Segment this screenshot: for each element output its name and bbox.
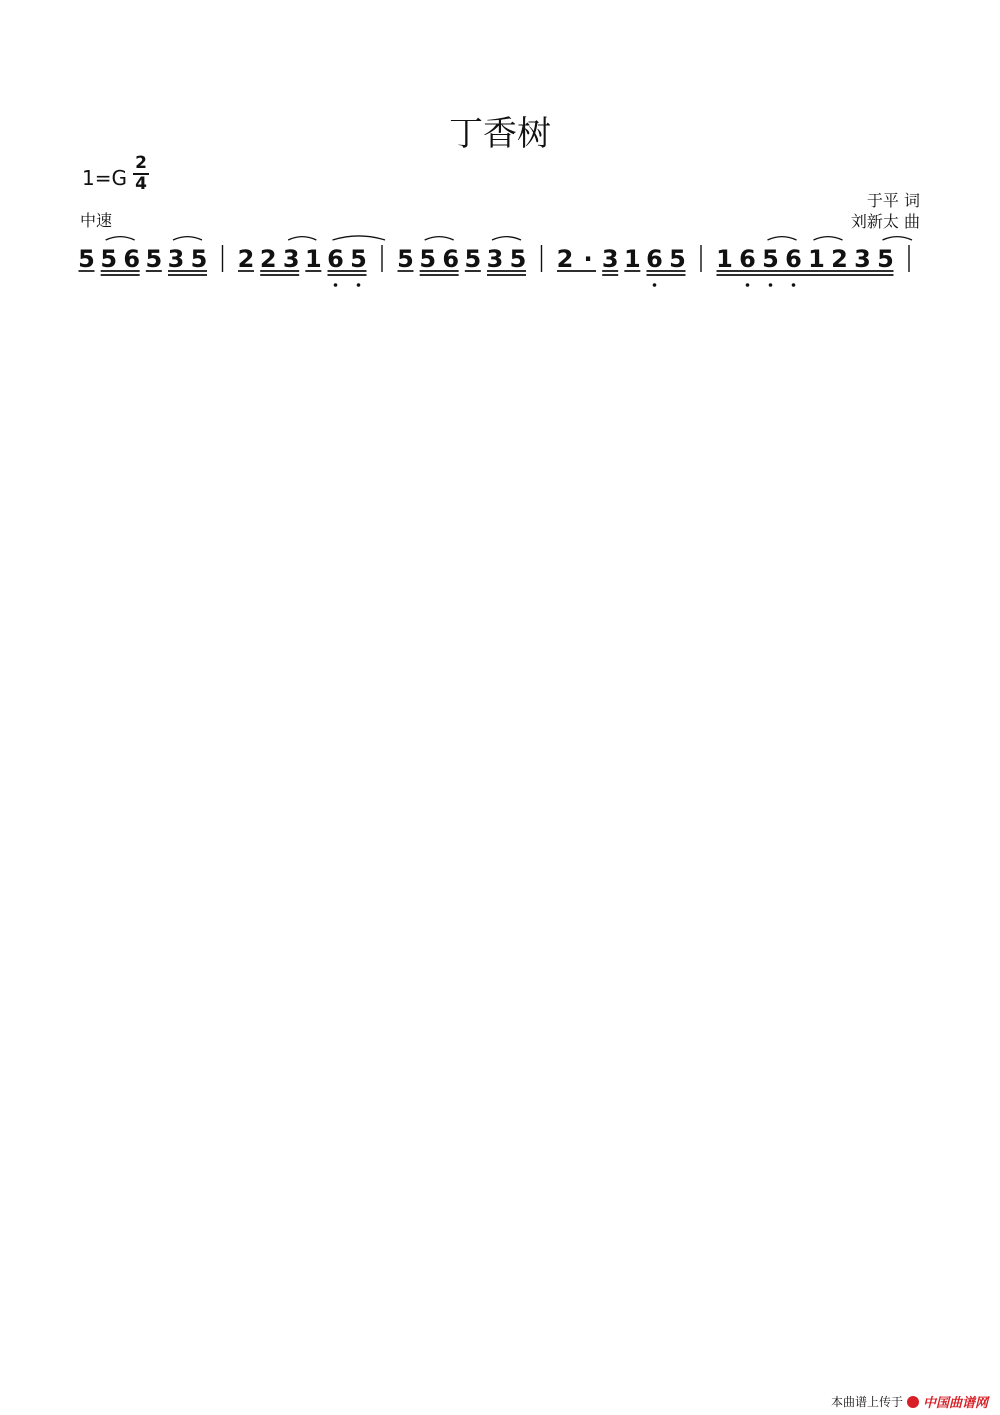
octave-down-dot bbox=[769, 283, 773, 287]
note: 3 bbox=[486, 245, 504, 273]
song-title: 丁香树 bbox=[449, 114, 551, 154]
lyricist-credit: 于平 词 bbox=[866, 191, 920, 210]
slur bbox=[883, 237, 913, 240]
note: 5 bbox=[877, 245, 894, 273]
note: 5 bbox=[190, 245, 208, 273]
octave-down-dot bbox=[746, 283, 750, 287]
note: 5 bbox=[419, 245, 437, 273]
note: 6 bbox=[785, 245, 802, 273]
note: 2 bbox=[259, 245, 277, 273]
octave-down-dot bbox=[357, 283, 361, 287]
slur bbox=[768, 237, 797, 240]
octave-down-dot bbox=[792, 283, 796, 287]
slur bbox=[288, 237, 316, 240]
note: 6 bbox=[646, 245, 663, 273]
note: 1 bbox=[623, 245, 641, 273]
note: 5 bbox=[100, 245, 118, 273]
tempo-marking: 中速 bbox=[80, 211, 113, 230]
note: 5 bbox=[145, 245, 163, 273]
slur bbox=[333, 236, 386, 240]
note: 5 bbox=[669, 245, 686, 273]
note: 3 bbox=[282, 245, 300, 273]
note: 6 bbox=[123, 245, 141, 273]
slur bbox=[106, 237, 135, 240]
note: 5 bbox=[464, 245, 482, 273]
note: 5 bbox=[762, 245, 779, 273]
note: 5 bbox=[509, 245, 527, 273]
note: · bbox=[583, 245, 593, 273]
octave-down-dot bbox=[334, 283, 338, 287]
note: 6 bbox=[442, 245, 460, 273]
note: 5 bbox=[397, 245, 414, 273]
site-logo-icon bbox=[907, 1396, 919, 1408]
note: 2 bbox=[831, 245, 848, 273]
note: 3 bbox=[167, 245, 185, 273]
footer-prefix: 本曲谱上传于 bbox=[830, 1395, 903, 1409]
note: 5 bbox=[78, 245, 95, 273]
key-signature: 1=G bbox=[82, 166, 127, 190]
slur bbox=[492, 237, 521, 240]
note: 1 bbox=[716, 245, 733, 273]
octave-down-dot bbox=[653, 283, 657, 287]
slur bbox=[425, 237, 454, 240]
footer-site: 中国曲谱网 bbox=[922, 1396, 988, 1411]
note: 2 bbox=[556, 245, 574, 273]
note: 6 bbox=[739, 245, 756, 273]
footer bbox=[831, 1392, 988, 1411]
note: 1 bbox=[808, 245, 825, 273]
time-signature-top: 2 bbox=[135, 153, 147, 173]
note: 2 bbox=[237, 245, 255, 273]
slur bbox=[173, 237, 202, 240]
note: 1 bbox=[304, 245, 322, 273]
note: 3 bbox=[601, 245, 619, 273]
time-signature-bottom: 4 bbox=[135, 174, 147, 194]
note: 6 bbox=[327, 245, 344, 273]
note: 3 bbox=[854, 245, 871, 273]
note: 5 bbox=[350, 245, 367, 273]
slur bbox=[814, 237, 843, 240]
composer-credit: 刘新太 曲 bbox=[850, 212, 920, 231]
